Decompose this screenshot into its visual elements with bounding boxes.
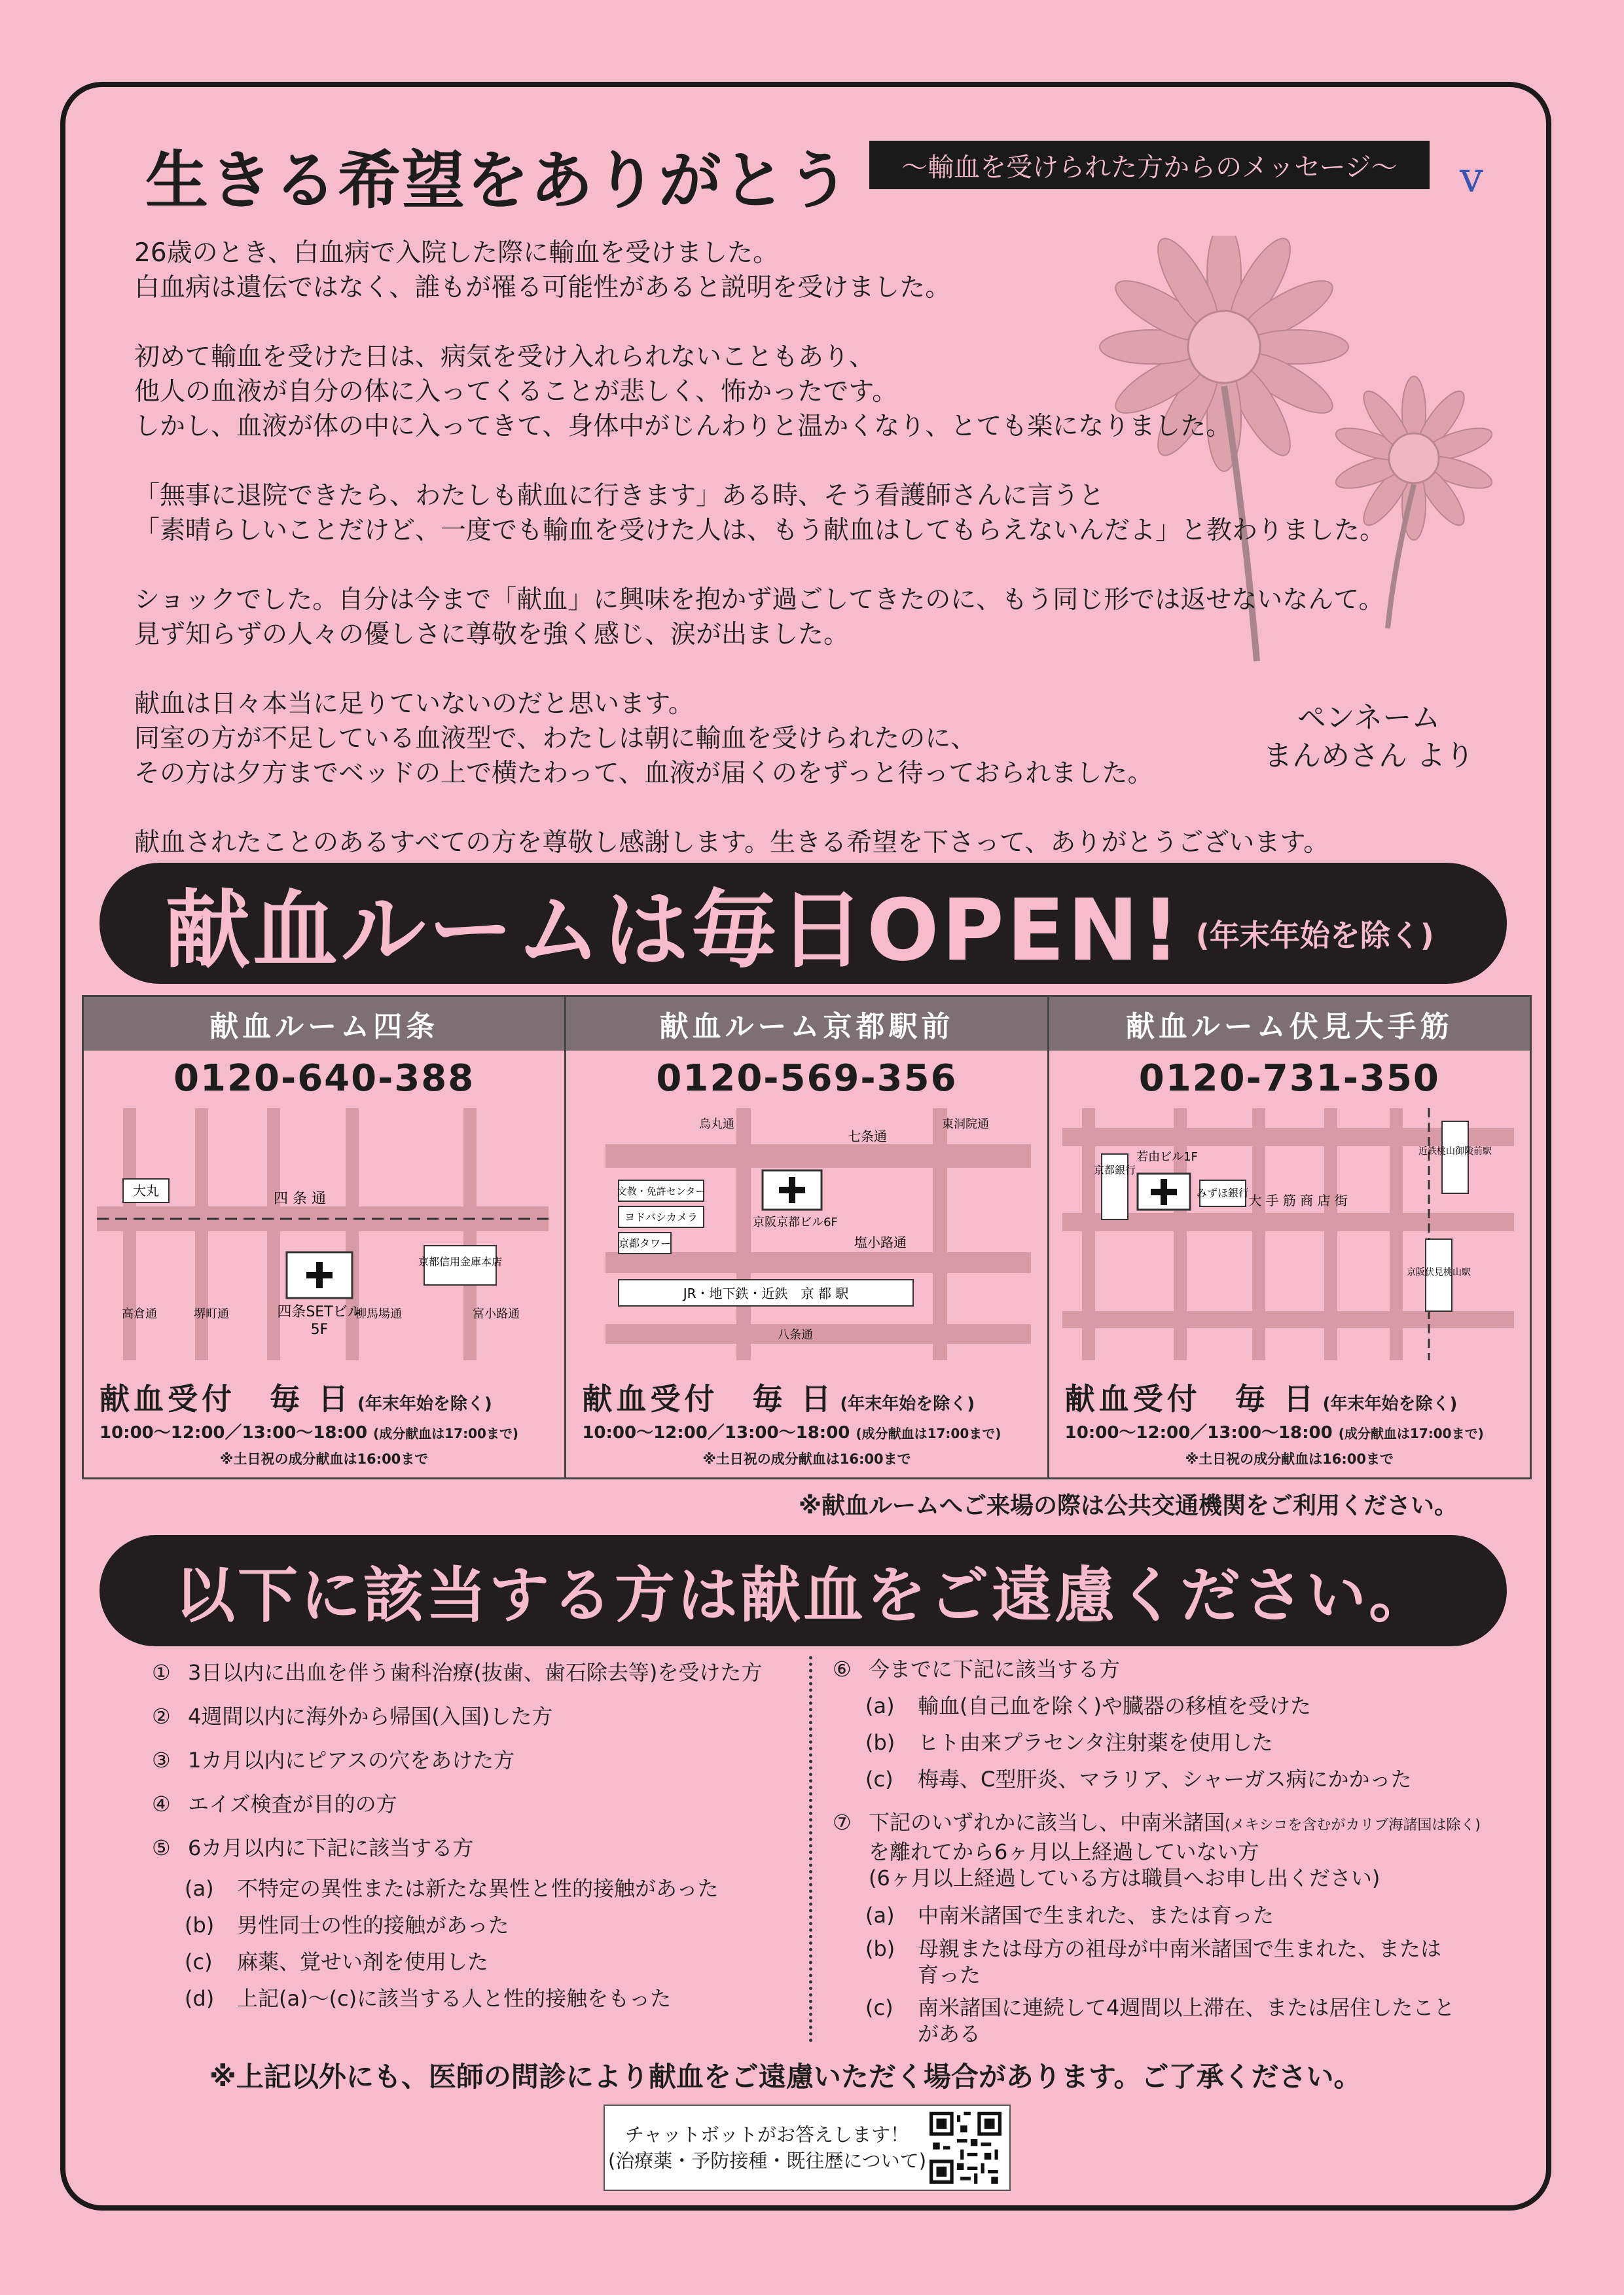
story-paragraph-3: 「無事に退院できたら、わたしも献血に行きます」ある時、そう看護師さんに言うと 「素晴らしいことだけど、一度でも輸血を受けた人は、もう献血はしてもらえないんだよ」と教わりました。 bbox=[134, 481, 1386, 545]
condition-item: ② 4週間以内に海外から帰国(入国)した方 bbox=[152, 1704, 553, 1729]
closing-note: ※上記以外にも、医師の問診により献血をご遠慮いただく場合があります。ご了承ください。 bbox=[209, 2061, 1362, 2093]
banner-note-text: (年末年始を除く) bbox=[1195, 917, 1434, 953]
map-label-shijo: 四 条 通 bbox=[274, 1191, 326, 1207]
map-label-yanaginobanba: 柳馬場通 bbox=[355, 1307, 402, 1321]
reception-hours: 10:00～12:00／13:00～18:00 (成分献血は17:00まで) bbox=[99, 1423, 519, 1443]
open-daily-banner bbox=[99, 863, 1507, 984]
condition-sub-item: (b) 男性同士の性的接触があった bbox=[185, 1913, 509, 1938]
reception-hours: 10:00～12:00／13:00～18:00 (成分献血は17:00まで) bbox=[1064, 1423, 1484, 1443]
reception-label: 献血受付 毎 日 (年末年始を除く) bbox=[582, 1381, 975, 1417]
refrain-banner-text: 以下に該当する方は献血をご遠慮ください。 bbox=[174, 1561, 1432, 1631]
map-label-yodobashi: ヨドバシカメラ bbox=[624, 1211, 698, 1223]
map-shijo bbox=[97, 1108, 549, 1360]
map-label-mizuho: みずほ銀行 bbox=[1196, 1187, 1249, 1199]
condition-sub-item: (b) ヒト由来プラセンタ注射薬を使用した bbox=[865, 1730, 1273, 1755]
handwritten-check-mark: v bbox=[1460, 154, 1484, 202]
condition-item: ③ 1カ月以内にピアスの穴をあけた方 bbox=[152, 1748, 515, 1773]
map-label-building-2: 5F bbox=[310, 1322, 329, 1338]
column-divider bbox=[809, 1656, 812, 2042]
map-label-shichijo: 七条通 bbox=[848, 1129, 888, 1144]
map-label-tominokoji: 富小路通 bbox=[473, 1307, 520, 1321]
condition-sub-item: (c) 麻薬、覚せい剤を使用した bbox=[185, 1949, 489, 1974]
condition-item: ④ エイズ検査が目的の方 bbox=[152, 1792, 397, 1816]
condition-sub-item: (a) 輸血(自己血を除く)や臓器の移植を受けた bbox=[865, 1693, 1311, 1718]
condition-sub-item: (a) 中南米諸国で生まれた、または育った bbox=[865, 1903, 1274, 1928]
weekend-note: ※土日祝の成分献血は16:00まで bbox=[1185, 1451, 1394, 1467]
chatbot-box[interactable] bbox=[604, 2105, 1011, 2191]
reception-label: 献血受付 毎 日 (年末年始を除く) bbox=[1064, 1381, 1458, 1417]
reception-label: 献血受付 毎 日 (年末年始を除く) bbox=[99, 1381, 492, 1417]
map-kyoto-station bbox=[579, 1108, 1031, 1360]
subtitle-badge bbox=[869, 141, 1430, 189]
map-label-sakaimachi: 堺町通 bbox=[194, 1307, 229, 1321]
room-shijo bbox=[84, 997, 566, 1477]
refrain-banner bbox=[99, 1535, 1507, 1646]
map-label-bank-kyoto: 京都銀行 bbox=[1093, 1164, 1136, 1176]
room-phone[interactable]: 0120-731-350 bbox=[1138, 1057, 1440, 1100]
room-name: 献血ルーム伏見大手筋 bbox=[1049, 997, 1530, 1051]
weekend-note: ※土日祝の成分献血は16:00まで bbox=[220, 1451, 429, 1467]
condition-sub-item: (b) 母親または母方の祖母が中南米諸国で生まれた、または 育った bbox=[865, 1936, 1442, 1987]
subtitle-text: ～輸血を受けられた方からのメッセージ～ bbox=[901, 152, 1398, 183]
reception-hours: 10:00～12:00／13:00～18:00 (成分献血は17:00まで) bbox=[582, 1423, 1001, 1443]
room-phone[interactable]: 0120-569-356 bbox=[656, 1057, 958, 1100]
story-paragraph-1: 26歳のとき、白血病で入院した際に輸血を受けました。 白血病は遺伝ではなく、誰もが罹る可能性があると説明を受けました。 bbox=[134, 238, 951, 302]
map-label-keihan: 京阪伏見桃山駅 bbox=[1406, 1267, 1471, 1278]
map-label-building: 京阪京都ビル6F bbox=[753, 1216, 839, 1229]
map-label-building-1: 四条SETビル bbox=[277, 1304, 362, 1320]
qr-code-icon[interactable] bbox=[929, 2112, 1001, 2184]
map-label-karasuma: 烏丸通 bbox=[699, 1117, 735, 1131]
map-label-bank: 京都信用金庫本店 bbox=[418, 1256, 503, 1268]
map-label-station: JR・地下鉄・近鉄 京 都 駅 bbox=[683, 1286, 849, 1301]
page-title: 生きる希望をありがとう bbox=[145, 144, 851, 217]
transit-note: ※献血ルームへご来場の際は公共交通機関をご利用ください。 bbox=[799, 1492, 1458, 1519]
map-label-shiokoji: 塩小路通 bbox=[854, 1235, 907, 1250]
map-label-shopping: 大 手 筋 商 店 街 bbox=[1248, 1193, 1348, 1208]
story-text bbox=[134, 236, 1411, 895]
map-label-takakura: 高倉通 bbox=[122, 1307, 157, 1321]
map-label-higashinotoin: 東洞院通 bbox=[942, 1117, 990, 1131]
map-fushimi bbox=[1062, 1108, 1514, 1360]
story-paragraph-5: 献血は日々本当に足りていないのだと思います。 同室の方が不足している血液型で、わたしは朝に輸血を受けられたのに、 その方は夕方までベッドの上で横たわって、血液が届くのをずっと待っておられました。 bbox=[134, 689, 1153, 788]
banner-main-text: 献血ルームは毎日OPEN! bbox=[165, 880, 1183, 980]
room-fushimi bbox=[1049, 997, 1530, 1477]
story-paragraph-2: 初めて輸血を受けた日は、病気を受け入れられないこともあり、 他人の血液が自分の体に入ってくることが悲しく、怖かったです。 しかし、血液が体の中に入ってきて、身体中がじんわりと温かくなり、とても楽になりました。 bbox=[134, 342, 1232, 441]
map-label-bunkyo: 文教・免許センター bbox=[617, 1185, 706, 1197]
map-label-kintetsu: 近鉄桃山御陵前駅 bbox=[1418, 1146, 1492, 1157]
weekend-note: ※土日祝の成分献血は16:00まで bbox=[702, 1451, 911, 1467]
donation-rooms bbox=[82, 995, 1532, 1479]
condition-sub-item: (a) 不特定の異性または新たな異性と性的接触があった bbox=[185, 1876, 719, 1901]
room-name: 献血ルーム京都駅前 bbox=[566, 997, 1047, 1051]
condition-sub-item: (c) 南米諸国に連続して4週間以上滞在、または居住したこと がある bbox=[865, 1995, 1455, 2046]
condition-item: ① 3日以内に出血を伴う歯科治療(抜歯、歯石除去等)を受けた方 bbox=[152, 1660, 763, 1685]
map-label-tower: 京都タワー bbox=[619, 1237, 672, 1250]
condition-sub-item: (d) 上記(a)～(c)に該当する人と性的接触をもった bbox=[185, 1986, 672, 2011]
chatbot-text: チャットボットがお答えします！ (治療薬・予防接種・既往歴について) bbox=[607, 2123, 927, 2172]
pen-name: ペンネーム まんめさん より bbox=[1263, 701, 1474, 772]
map-label-daimaru: 大丸 bbox=[133, 1183, 159, 1199]
room-kyoto-station bbox=[566, 997, 1049, 1477]
story-paragraph-4: ショックでした。自分は今まで「献血」に興味を抱かず過ごしてきたのに、もう同じ形では返せないなんて。 見ず知らずの人々の優しさに尊敬を強く感じ、涙が出ました。 bbox=[134, 585, 1384, 649]
condition-item: ⑥ 今までに下記に該当する方 bbox=[833, 1657, 1121, 1682]
condition-sub-item: (c) 梅毒、C型肝炎、マラリア、シャーガス病にかかった bbox=[865, 1767, 1412, 1792]
condition-item: ⑦ 下記のいずれかに該当し、中南米諸国(メキシコを含むがカリブ海諸国は除く) を離れてから6ヶ月以上経過していない方 (6ヶ月以上経過している方は職員へお申し出ください) bbox=[833, 1810, 1481, 1890]
room-phone[interactable]: 0120-640-388 bbox=[173, 1057, 475, 1100]
map-label-building: 若由ビル1F bbox=[1136, 1150, 1198, 1164]
conditions-right bbox=[833, 1651, 1487, 2047]
conditions-left bbox=[152, 1651, 806, 2017]
map-label-hachijo: 八条通 bbox=[778, 1328, 814, 1342]
condition-item: ⑤ 6カ月以内に下記に該当する方 bbox=[152, 1835, 474, 1860]
room-name: 献血ルーム四条 bbox=[84, 997, 564, 1051]
story-paragraph-6: 献血されたことのあるすべての方を尊敬し感謝します。生きる希望を下さって、ありがとうございます。 bbox=[134, 828, 1329, 858]
